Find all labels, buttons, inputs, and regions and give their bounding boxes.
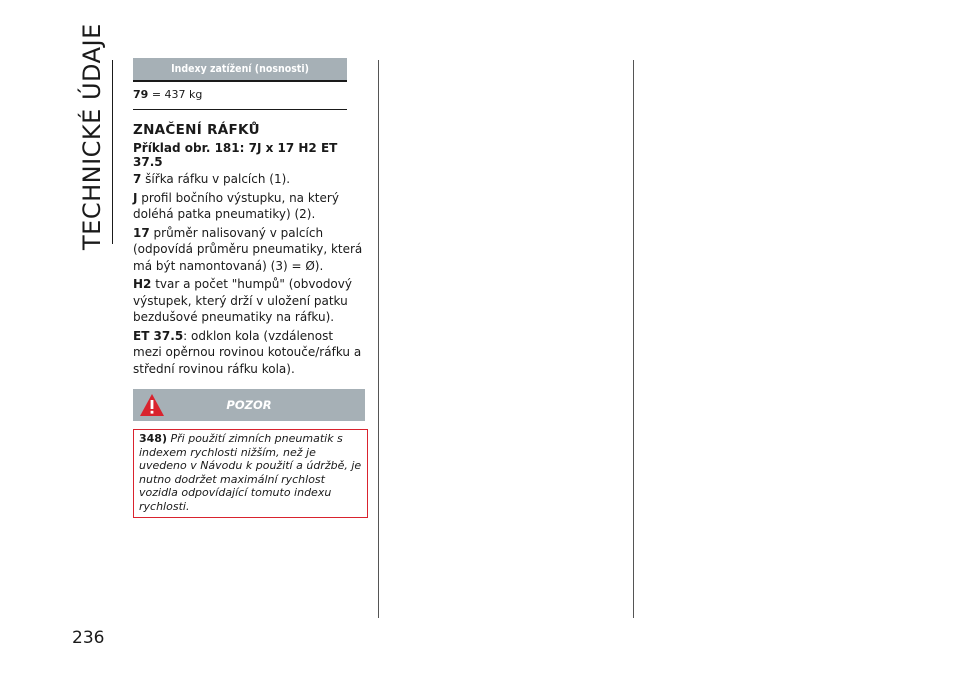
section-heading: ZNAČENÍ RÁFKŮ xyxy=(133,122,260,138)
warning-box xyxy=(133,429,368,518)
load-index-code: 79 xyxy=(133,88,149,101)
rim-item-text: tvar a počet "humpů" (obvodový výstupek, který drží v uložení patku bezdušové pneumatiky na ráfku). xyxy=(133,277,352,324)
rim-item xyxy=(133,190,365,223)
rim-item-text: : odklon kola (vzdálenost mezi opěrnou rovinou kotouče/ráfku a střední rovinou ráfku kola). xyxy=(133,328,362,376)
warning-text: Při použití zimních pneumatik s indexem rychlosti nižším, než je uvedeno v Návodu k použití a údržbě, je nutno dodržet maximální rychlost vozidla odpovídající tomuto indexu rychlosti. xyxy=(139,432,362,513)
rim-item-key: 7 xyxy=(133,172,142,186)
page-number: 236 xyxy=(72,628,105,648)
chapter-title xyxy=(62,23,122,250)
rim-item xyxy=(133,328,365,378)
rim-item xyxy=(133,171,365,188)
warning-header xyxy=(133,389,365,421)
warning-label: POZOR xyxy=(226,398,272,412)
rim-item-text: profil bočního výstupku, na který doléhá patka pneumatiky) (2). xyxy=(133,190,339,221)
load-index-table-header: Indexy zatížení (nosnosti) xyxy=(133,58,347,80)
column-divider-1 xyxy=(378,60,379,618)
rim-item xyxy=(133,225,365,275)
rim-item-key: J xyxy=(133,190,138,205)
rim-item xyxy=(133,276,365,326)
rim-item-key: H2 xyxy=(133,277,152,291)
load-index-table-row xyxy=(133,80,347,110)
rim-item-key: 17 xyxy=(133,225,150,240)
rim-item-key: ET 37.5 xyxy=(133,328,184,343)
column-divider-2 xyxy=(633,60,634,618)
load-index-value: = 437 kg xyxy=(151,88,203,101)
chapter-divider xyxy=(112,60,113,244)
chapter-title-text: TECHNICKÉ ÚDAJE xyxy=(78,23,106,250)
rim-item-text: šířka ráfku v palcích (1). xyxy=(141,172,291,186)
content-column xyxy=(133,58,365,518)
rim-item-text: průměr nalisovaný v palcích (odpovídá průměru pneumatiky, která má být namontovaná) (3) = Ø). xyxy=(133,225,363,273)
example-heading: Příklad obr. 181: 7J x 17 H2 ET 37.5 xyxy=(133,141,338,169)
warning-number: 348) xyxy=(139,432,167,445)
